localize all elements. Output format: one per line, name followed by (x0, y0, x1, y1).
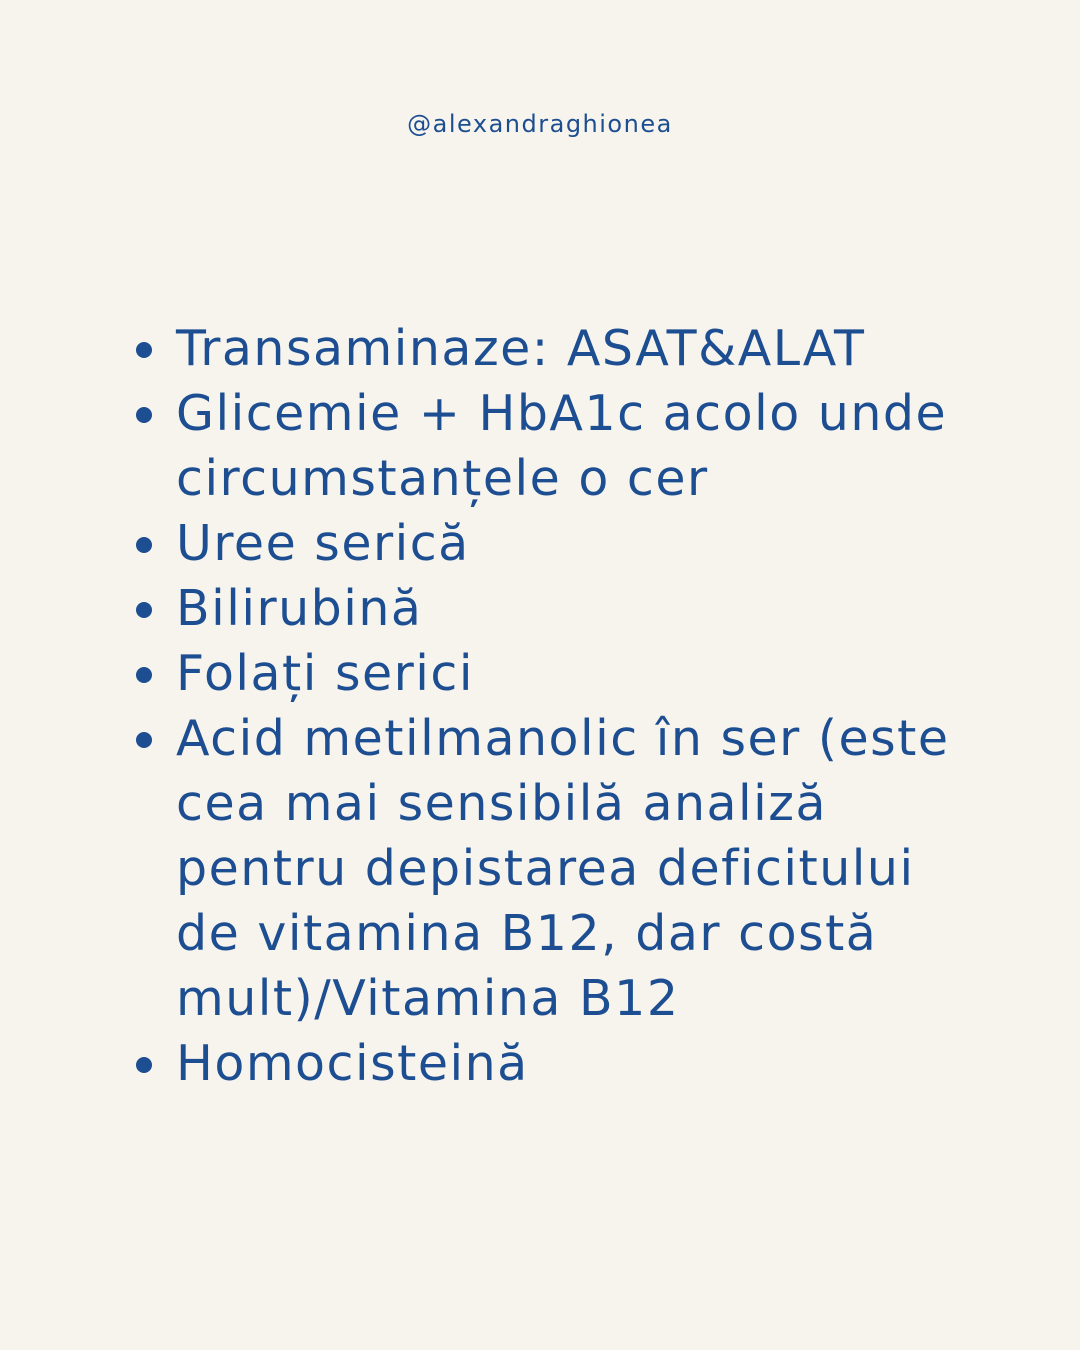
list-item (0, 316, 966, 381)
bullet-icon (136, 537, 152, 553)
list-item-text: Folați serici (176, 645, 474, 702)
list-item (0, 381, 966, 511)
list-item-text: Transaminaze: ASAT&ALAT (176, 320, 866, 377)
list-item (0, 641, 966, 706)
list-item (0, 576, 966, 641)
list-item-text: Bilirubină (176, 580, 423, 637)
list-item-text: Glicemie + HbA1c acolo unde circumstanțele o cer (176, 385, 948, 507)
list-item (0, 511, 966, 576)
bullet-icon (136, 1057, 152, 1073)
list-item-text: Acid metilmanolic în ser (este cea mai sensibilă analiză pentru depistarea deficitului de vitamina B12, dar costă mult)/Vitamina B12 (176, 710, 950, 1027)
list-item (0, 1031, 966, 1096)
lab-tests-list (0, 316, 966, 1096)
list-item-text: Uree serică (176, 515, 470, 572)
bullet-icon (136, 407, 152, 423)
bullet-icon (136, 342, 152, 358)
list-item (0, 706, 966, 1031)
bullet-icon (136, 667, 152, 683)
bullet-icon (136, 602, 152, 618)
bullet-icon (136, 732, 152, 748)
author-handle: @alexandraghionea (407, 110, 673, 138)
list-item-text: Homocisteină (176, 1035, 529, 1092)
